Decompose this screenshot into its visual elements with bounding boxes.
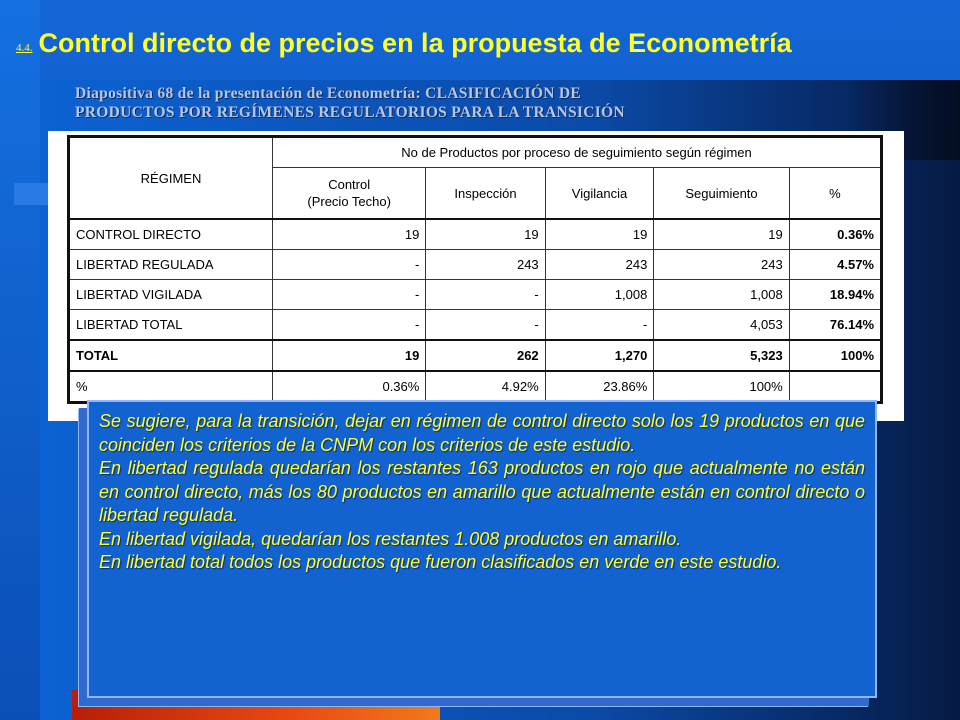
note-paragraph-2: En libertad regulada quedarían los restantes 163 productos en rojo que actualmente no están en control directo, más los 80 productos en amarillo que actualmente están en control directo o libertad regulada.: [99, 458, 865, 525]
total-seguimiento: 5,323: [654, 340, 789, 371]
total-control: 19: [273, 340, 426, 371]
cell-vigilancia: -: [545, 310, 654, 341]
header-inspeccion: Inspección: [426, 168, 545, 220]
row-label: LIBERTAD TOTAL: [69, 310, 273, 341]
pct-control: 0.36%: [273, 371, 426, 403]
header-vigilancia: Vigilancia: [545, 168, 654, 220]
total-inspeccion: 262: [426, 340, 545, 371]
cell-vigilancia: 1,008: [545, 280, 654, 310]
table-row: [69, 219, 882, 250]
header-regimen: RÉGIMEN: [69, 137, 273, 220]
left-strip: [0, 0, 40, 720]
subtitle-line-2: PRODUCTOS POR REGÍMENES REGULATORIOS PARA LA TRANSICIÓN: [75, 104, 625, 121]
pct-inspeccion: 4.92%: [426, 371, 545, 403]
slide-title-text: Control directo de precios en la propuesta de Econometría: [38, 28, 792, 58]
header-group: No de Productos por proceso de seguimiento según régimen: [273, 137, 882, 168]
cell-control: -: [273, 250, 426, 280]
total-row: [69, 340, 882, 371]
cell-inspeccion: -: [426, 310, 545, 341]
cell-seguimiento: 1,008: [654, 280, 789, 310]
pct-label: %: [69, 371, 273, 403]
note-paragraph-3: En libertad vigilada, quedarían los restantes 1.008 productos en amarillo.: [99, 528, 682, 549]
cell-inspeccion: 19: [426, 219, 545, 250]
cell-pct: 76.14%: [789, 310, 881, 341]
cell-control: -: [273, 310, 426, 341]
cell-inspeccion: 243: [426, 250, 545, 280]
cell-vigilancia: 243: [545, 250, 654, 280]
table-row: [69, 250, 882, 280]
header-pct: %: [789, 168, 881, 220]
cell-pct: 0.36%: [789, 219, 881, 250]
header-control-line2: (Precio Techo): [307, 194, 391, 209]
pct-seguimiento: 100%: [654, 371, 789, 403]
slide-subtitle: [75, 84, 895, 122]
pct-row: [69, 371, 882, 403]
cell-control: 19: [273, 219, 426, 250]
cell-pct: 18.94%: [789, 280, 881, 310]
slide-title: [16, 28, 946, 68]
slide-number: 4.4.: [16, 42, 33, 54]
notes-box: [87, 400, 877, 698]
cell-seguimiento: 19: [654, 219, 789, 250]
subtitle-line-1: Diapositiva 68 de la presentación de Econometría: CLASIFICACIÓN DE: [75, 85, 582, 102]
note-paragraph-1: Se sugiere, para la transición, dejar en régimen de control directo solo los 19 productos en que coinciden los criterios de la CNPM con los criterios de este estudio.: [99, 411, 865, 455]
header-control-line1: Control: [328, 177, 371, 192]
pct-vigilancia: 23.86%: [545, 371, 654, 403]
row-label: CONTROL DIRECTO: [69, 219, 273, 250]
cell-control: -: [273, 280, 426, 310]
pct-total: [789, 371, 881, 403]
cell-seguimiento: 243: [654, 250, 789, 280]
cell-inspeccion: -: [426, 280, 545, 310]
row-label: LIBERTAD VIGILADA: [69, 280, 273, 310]
regime-table: [67, 135, 883, 404]
total-vigilancia: 1,270: [545, 340, 654, 371]
cell-vigilancia: 19: [545, 219, 654, 250]
note-paragraph-4: En libertad total todos los productos que fueron clasificados en verde en este estudio.: [99, 552, 782, 572]
cell-pct: 4.57%: [789, 250, 881, 280]
header-control: [273, 168, 426, 220]
table-row: [69, 310, 882, 341]
row-label: LIBERTAD REGULADA: [69, 250, 273, 280]
header-seguimiento: Seguimiento: [654, 168, 789, 220]
total-pct: 100%: [789, 340, 881, 371]
table-row: [69, 280, 882, 310]
total-label: TOTAL: [69, 340, 273, 371]
cell-seguimiento: 4,053: [654, 310, 789, 341]
